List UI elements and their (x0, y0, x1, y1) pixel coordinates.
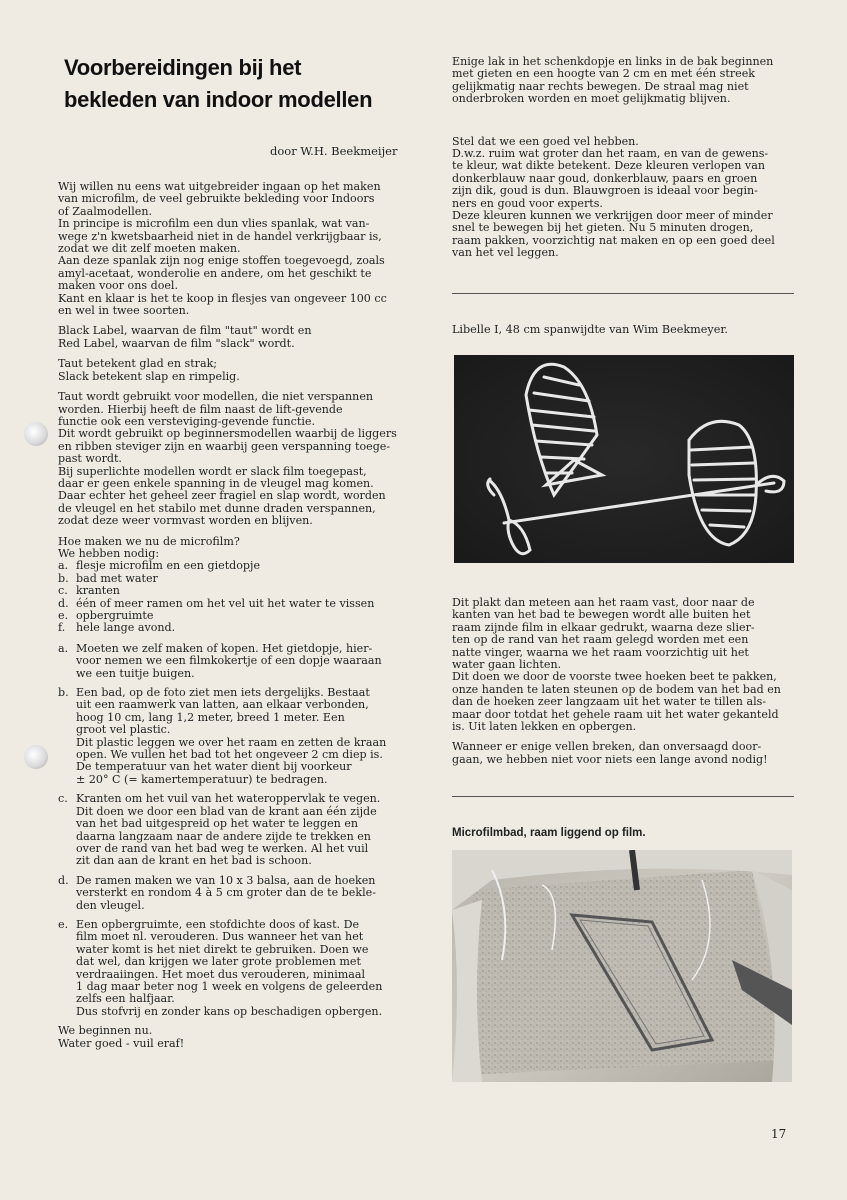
paragraph: Dit plakt dan meteen aan het raam vast, door naar de kanten van het bad te bewegen wordt alle buiten het raam zijnde film in elkaar gedrukt, waarna deze slier- ten op de rand van het raam gelegd worden met een natte vinger, waarna we het raam voorzichtig uit het water gaan lichten. Dit doen we door de voorste twee hoeken beet te pakken, onze handen te laten steunen op de bodem van het bad en dan de hoeken zeer langzaam uit het water te tillen als- maar door totdat het gehele raam uit het water gekanteld is. Uit laten lekken en opbergen. (452, 596, 781, 734)
title-line-1: Voorbereidingen bij het (64, 55, 302, 80)
paragraph: Black Label, waarvan de film "taut" wordt en Red Label, waarvan de film "slack" wordt. (58, 324, 312, 350)
divider (452, 293, 794, 294)
explanation-item: c. Kranten om het vuil van het wateroppervlak te vegen. Dit doen we door een blad van de krant aan één zijde van het bad uitgespreid op het water te leggen en daarna langzaam naar de andere zijde te trekken en over de rand van het bad weg te werken. Al het vuil zit dan aan de krant en het bad is schoon. (58, 792, 381, 868)
paragraph: Wanneer er enige vellen breken, dan onversaagd door- gaan, we hebben niet voor niets een lange avond nodig! (452, 740, 768, 766)
title-line-2: bekleden van indoor modellen (64, 87, 373, 112)
paragraph: Taut betekent glad en strak; Slack betekent slap en rimpelig. (58, 357, 240, 383)
question-heading: Hoe maken we nu de microfilm? (58, 534, 240, 548)
explanation-item: d. De ramen maken we van 10 x 3 balsa, aan de hoeken versterkt en rondom 4 à 5 cm groter dan de te bekle- den vleugel. (58, 873, 376, 912)
byline: door W.H. Beekmeijer (270, 144, 398, 158)
microfilm-bath-photo (452, 850, 792, 1082)
paragraph: Stel dat we een goed vel hebben. D.w.z. ruim wat groter dan het raam, en van de gewens- te kleur, wat dikte betekent. Deze kleuren verlopen van donkerblauw naar goud, donkerblauw, paars en groen zijn dik, goud is dun. Blauwgroen is ideaal voor begin- ners en goud voor experts. Deze kleuren kunnen we verkrijgen door meer of minder snel te bewegen bij het gieten. Nu 5 minuten drogen, raam pakken, voorzichtig nat maken en op een goed deel van het vel leggen. (452, 134, 775, 260)
needs-list (58, 560, 413, 634)
closing-text: We beginnen nu. Water goed - vuil eraf! (58, 1024, 185, 1050)
explanation-item: a. Moeten we zelf maken of kopen. Het gietdopje, hier- voor nemen we een filmkokertje of een dopje waaraan we een tuitje buigen. (58, 641, 382, 680)
binder-hole (24, 745, 48, 769)
paragraph: Enige lak in het schenkdopje en links in de bak beginnen met gieten en een hoogte van 2 cm en met één streek gelijkmatig naar rechts bewegen. De straal mag niet onderbroken worden en moet gelijkmatig blijven. (452, 55, 774, 106)
photo-caption: Microfilmbad, raam liggend op film. (452, 827, 646, 839)
paragraph: Taut wordt gebruikt voor modellen, die niet verspannen worden. Hierbij heeft de film naast de lift-gevende functie ook een versteviging-gevende functie. Dit wordt gebruikt op beginnersmodellen waarbij de liggers en ribben steviger zijn en waarbij geen verspanning toege- past wordt. Bij superlichte modellen wordt er slack film toegepast, daar er geen enkele spanning in de vleugel mag komen. Daar echter het geheel zeer fragiel en slap wordt, worden de vleugel en het stabilo met dunne draden verspannen, zodat deze weer vormvast worden en blijven. (58, 390, 397, 528)
list-item: f. hele lange avond. (58, 621, 176, 635)
left-column (58, 181, 413, 1058)
list-item: b. bad met water (58, 571, 158, 585)
divider (452, 796, 794, 797)
needs-heading: We hebben nodig: (58, 546, 160, 560)
page-number: 17 (771, 1127, 787, 1141)
paragraph: Wij willen nu eens wat uitgebreider ingaan op het maken van microfilm, de veel gebruikte bekleding voor Indoors of Zaalmodellen. In principe is microfilm een dun vlies spanlak, wat van- wege z'n kwetsbaarheid niet in de handel verkrijgbaar is, zodat we dit zelf moeten maken. Aan deze spanlak zijn nog enige stoffen toegevoegd, zoals amyl-acetaat, wonderolie en andere, om het geschikt te maken voor ons doel. Kant en klaar is het te koop in flesjes van ongeveer 100 cc en wel in twee soorten. (58, 180, 387, 318)
list-item: a. flesje microfilm en een gietdopje (58, 559, 261, 573)
list-item: e. opbergruimte (58, 609, 154, 622)
explanation-item: b. Een bad, op de foto ziet men iets dergelijks. Bestaat uit een raamwerk van latten, aan elkaar verbonden, hoog 10 cm, lang 1,2 meter, breed 1 meter. Een groot vel plastic. Dit plastic leggen we over het raam en zetten de kraan open. We vullen het bad tot het ongeveer 2 cm diep is. De temperatuur van het water dient bij voorkeur ± 20° C (= kamertemperatuur) te bedragen. (58, 686, 387, 786)
right-text-top (452, 56, 798, 268)
binder-hole (24, 422, 48, 446)
list-item: d. één of meer ramen om het vel uit het water te vissen (58, 596, 375, 610)
right-text-middle (452, 597, 798, 774)
explanation-item: e. Een opbergruimte, een stofdichte doos of kast. De film moet nl. verouderen. Dus wanneer het van het water komt is het niet direkt te gebruiken. Doen we dat wel, dan krijgen we later grote problemen met verdraaiingen. Het moet dus verouderen, minimaal 1 dag maar beter nog 1 week en volgens de geleerden zelfs een halfjaar. Dus stofvrij en zonder kans op beschadigen opbergen. (58, 917, 383, 1018)
photo-caption: Libelle I, 48 cm spanwijdte van Wim Beekmeyer. (452, 323, 728, 336)
model-airplane-photo (454, 355, 794, 563)
article-title (64, 52, 424, 116)
list-item: c. kranten (58, 584, 120, 598)
